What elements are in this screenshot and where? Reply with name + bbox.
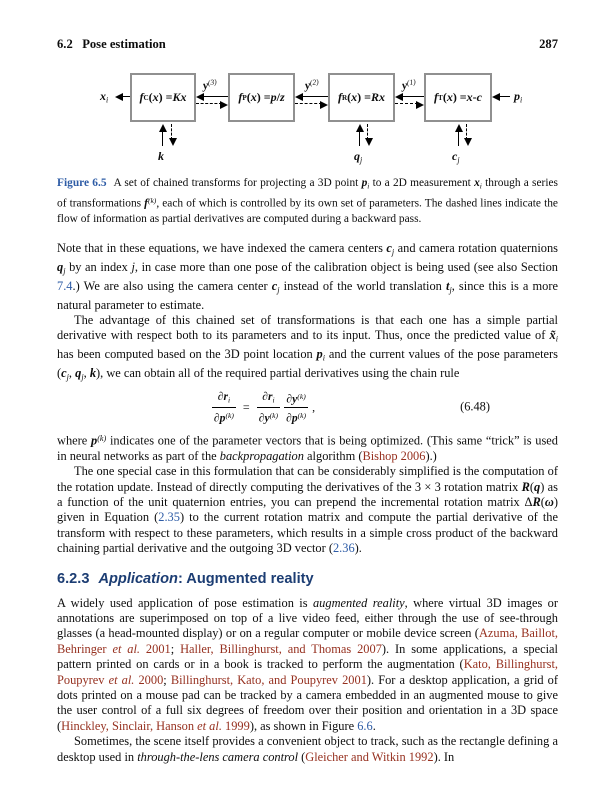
paragraph-rotation-update: The one special case in this formulation that can be considerably simplified is the computation of the rotation update. Instead of directly computing the derivatives of the 3 × 3 rotation matrix R(q) as a function of the unit quaternion entries, you can prepend the incremental rotation matrix ΔR(ω) given in Equation (2.35) to the current rotation matrix and compute the partial derivative of the transform with respect to these parameters, which results in a simple cross product of the backward chaining partial derivative and the outgoing 3D vector (2.36). [57, 464, 559, 556]
fraction-rhs-2: $\frac{\partial y^{(k)}}{\partial p^{(k)}}$ [286, 392, 307, 425]
section-heading-6-2-3: 6.2.3 Application: Augmented reality [57, 570, 314, 587]
arrow-param-cj-down [463, 124, 472, 146]
body-text [57, 241, 558, 765]
arrow-forward-output-xi [115, 92, 130, 101]
arrow-backward-2 [295, 100, 328, 109]
fraction-lhs: $\frac{\partial ri}{\partial p^{(k)}}$ [213, 389, 234, 425]
page-number: 287 [539, 37, 558, 51]
arrow-forward-input-pi [492, 92, 510, 101]
equation-2-36-link[interactable]: 2.36 [332, 541, 355, 556]
equals-sign: = [242, 399, 250, 414]
arrow-param-qj-up [355, 124, 364, 146]
figure-6-5-link[interactable]: Figure 6.5 [57, 177, 107, 189]
equation-trailing-comma: , [312, 399, 316, 414]
fraction-rhs-1: $\frac{\partial ri}{\partial y^{(k)}}$ [258, 389, 279, 425]
azuma-2001-citation[interactable]: Azuma, Baillot, Behringer [57, 626, 558, 656]
equation-number: (6.48) [460, 399, 490, 414]
billinghurst-2001-citation[interactable]: Billinghurst, Kato, and Poupyrev 2001 [170, 672, 367, 687]
arrow-backward-1 [196, 100, 228, 109]
section-7-4-link[interactable]: 7.4 [57, 278, 73, 293]
signal-label-y2: $y^{(2)}$ [304, 77, 320, 93]
arrow-param-k-down [168, 124, 177, 146]
arrow-backward-3 [395, 100, 424, 109]
gleicher-1992-citation[interactable]: Gleicher and Witkin 1992 [305, 749, 434, 764]
paragraph-augmented-reality: A widely used application of pose estimation is augmented reality, where virtual 3D images or annotations are superimposed on top of a live video feed, either through the use of see-through glasses (a head-mounted display) or on a regular computer or mobile device screen (Azuma, Baillot, Behringer et al. 2001; Haller, Billinghurst, and Thomas 2007). In some applications, a special pattern printed on cards or in a book is tracked to perform the augmentation (Kato, Billinghurst, Poupyrev et al. 2000; Billinghurst, Kato, and Poupyrev 2001). For a desktop application, a grid of dots printed on a mouse pad can be tracked by a camera embedded in an augmented mouse to give the user control of a full six degrees of freedom over their position and orientation in a 3D space (Hinckley, Sinclair, Hanson et al. 1999), as shown in Figure 6.6. [57, 595, 559, 733]
bishop-2006-citation[interactable]: Bishop 2006 [362, 448, 426, 463]
figure-caption: Figure 6.5 A set of chained transforms for projecting a 3D point pi to a 2D measurement xi through a series of transformations $f^{(k)}$, each of which is controlled by its own set of parameters. The dashed lines indicate the flow of information as partial derivatives are computed during a backward pass. [57, 177, 558, 226]
paragraph-scene-tracking: Sometimes, the scene itself provides a convenient object to track, such as the rectangle defining a desktop used in through-the-lens camera control (Gleicher and Witkin 1992). In [57, 734, 558, 764]
equation-math [212, 390, 315, 425]
signal-label-y3: $y^{(3)}$ [202, 77, 218, 93]
arrow-param-qj-down [364, 124, 373, 146]
paragraph-indexing: Note that in these equations, we have indexed the camera centers cj and camera rotation quaternions qj by an index j, in case more than one pose of the calibration object is being used (see also Section 7.4.) We are also using the camera center cj instead of the world translation tj, since this is a more natural parameter to estimate. [57, 241, 558, 312]
param-label-k: k [158, 149, 164, 163]
transform-box-fr: f R ( x ) = Rx [328, 73, 395, 122]
output-label-xi: xi [100, 89, 109, 105]
figure-6-6-link[interactable]: 6.6 [357, 718, 373, 733]
arrow-param-k-up [158, 124, 167, 146]
signal-label-y1: $y^{(1)}$ [401, 77, 417, 93]
param-label-cj: cj [452, 149, 460, 165]
hinckley-1999-citation[interactable]: Hinckley, Sinclair, Hanson [61, 718, 198, 733]
transform-box-fc: f C ( x ) = Kx [130, 73, 196, 122]
paragraph-where: where $p^{(k)}$ indicates one of the parameter vectors that is being optimized. (This same “trick” is used in neural networks as part of the backpropagation algorithm (Bishop 2006).) [57, 433, 558, 463]
kato-2000-citation[interactable]: Kato, Billinghurst, Poupyrev [57, 657, 558, 687]
equation-6-48 [57, 390, 558, 425]
arrow-param-cj-up [454, 124, 463, 146]
running-head-section: 6.2 Pose estimation [57, 37, 166, 51]
equation-2-35-link[interactable]: 2.35 [158, 510, 180, 525]
haller-2007-citation[interactable]: Haller, Billinghurst, and Thomas 2007 [180, 641, 382, 656]
paragraph-chain-advantage: The advantage of this chained set of transformations is that each one has a simple partial derivative with respect both to its parameters and to its input. Thus, once the predicted value of x̃i has been computed based on the 3D point location pi and the current values of the pose parameters (cj, qj, k), we can obtain all of the required partial derivatives using the chain rule [57, 312, 558, 382]
figure-6-5-diagram [0, 0, 614, 175]
transform-box-fp: f P ( x ) = p / z [228, 73, 295, 122]
input-label-pi: pi [514, 89, 523, 105]
transform-box-ft: f T ( x ) = x - c [424, 73, 492, 122]
param-label-qj: qj [354, 149, 363, 165]
